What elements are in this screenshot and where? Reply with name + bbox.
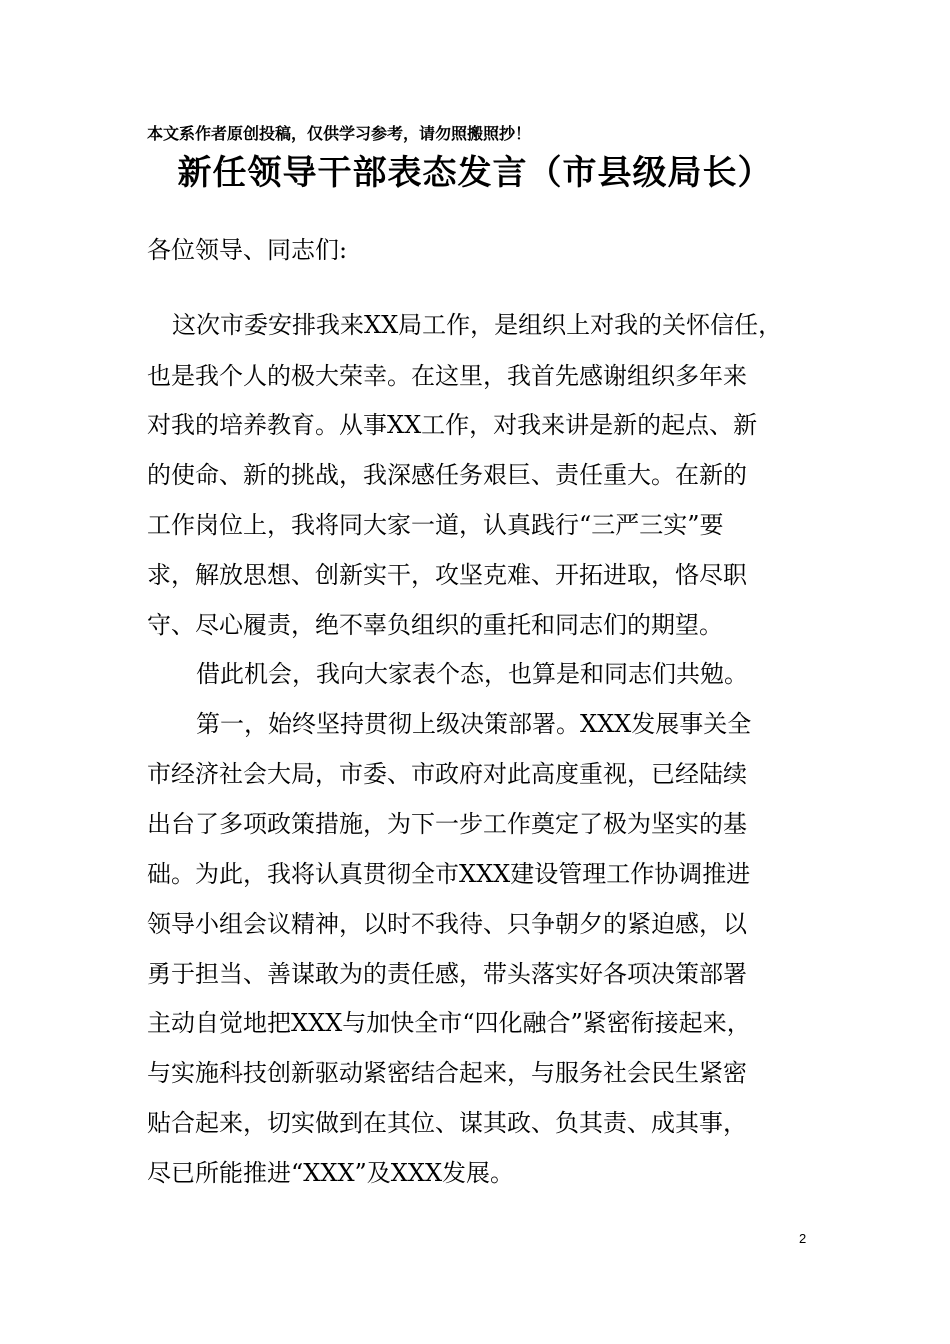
body-line: 守、尽心履责，绝不辜负组织的重托和同志们的期望。 xyxy=(147,611,723,639)
body-line: 也是我个人的极大荣幸。在这里，我首先感谢组织多年来 xyxy=(147,362,747,390)
body-line: 与实施科技创新驱动紧密结合起来，与服务社会民生紧密 xyxy=(147,1059,747,1087)
body-line: 的使命、新的挑战，我深感任务艰巨、责任重大。在新的 xyxy=(147,461,747,489)
body-line: 这次市委安排我来XX局工作，是组织上对我的关怀信任， xyxy=(172,311,783,339)
body-line: 础。为此，我将认真贯彻全市XXX建设管理工作协调推进 xyxy=(147,860,751,888)
page-number: 2 xyxy=(799,1231,807,1246)
body-line: 出台了多项政策措施，为下一步工作奠定了极为坚实的基 xyxy=(147,810,747,838)
body-line: 勇于担当、善谋敢为的责任感，带头落实好各项决策部署 xyxy=(147,960,747,988)
body-line: 求，解放思想、创新实干，攻坚克难、开拓进取，恪尽职 xyxy=(147,561,747,589)
body-line: 尽已所能推进“XXX”及XXX发展。 xyxy=(147,1159,515,1187)
body-line: 工作岗位上，我将同大家一道，认真践行“三严三实”要 xyxy=(147,511,724,539)
document-title: 新任领导干部表态发言（市县级局长） xyxy=(177,153,773,193)
body-line: 主动自觉地把XXX与加快全市“四化融合”紧密衔接起来， xyxy=(147,1009,751,1037)
body-line: 各位领导、同志们: xyxy=(147,236,348,264)
copyright-notice: 本文系作者原创投稿，仅供学习参考，请勿照搬照抄！ xyxy=(147,124,532,143)
body-line: 借此机会，我向大家表个态，也算是和同志们共勉。 xyxy=(196,660,748,688)
body-line: 对我的培养教育。从事XX工作，对我来讲是新的起点、新 xyxy=(147,411,758,439)
body-line: 第一，始终坚持贯彻上级决策部署。XXX发展事关全 xyxy=(196,710,752,738)
body-line: 贴合起来，切实做到在其位、谋其政、负其责、成其事， xyxy=(147,1109,747,1137)
body-line: 领导小组会议精神，以时不我待、只争朝夕的紧迫感，以 xyxy=(147,910,747,938)
body-line: 市经济社会大局，市委、市政府对此高度重视，已经陆续 xyxy=(147,760,747,788)
